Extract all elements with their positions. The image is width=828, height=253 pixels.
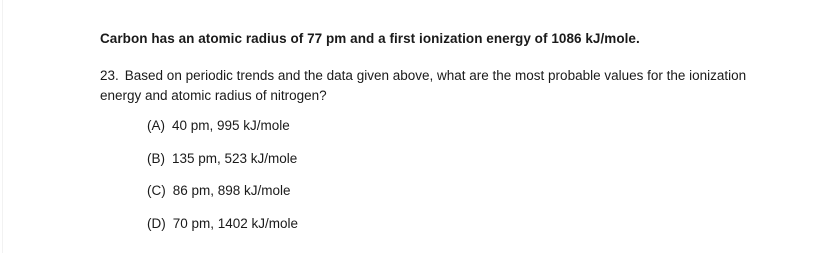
question-text: Based on periodic trends and the data given above, what are the most probable values for the ionization energy and atomic radius of nitrogen? (100, 68, 747, 103)
answer-choices (147, 118, 298, 248)
page-edge-divider (2, 0, 3, 253)
question-23 (100, 66, 780, 106)
choice-text: 70 pm, 1402 kJ/mole (172, 215, 299, 231)
choice-c (147, 183, 298, 216)
choice-letter: (D) (147, 215, 166, 231)
choice-letter: (C) (147, 183, 166, 198)
choice-text: 135 pm, 523 kJ/mole (172, 150, 298, 166)
choice-text: 40 pm, 995 kJ/mole (172, 118, 290, 133)
choice-d (147, 216, 298, 249)
question-number: 23. (100, 68, 119, 83)
choice-letter: (B) (147, 150, 165, 166)
choice-b (147, 151, 298, 184)
choice-letter: (A) (147, 118, 165, 133)
choice-text: 86 pm, 898 kJ/mole (172, 183, 291, 198)
choice-a (147, 118, 298, 151)
intro-statement: Carbon has an atomic radius of 77 pm and a first ionization energy of 1086 kJ/mole. (100, 31, 640, 46)
